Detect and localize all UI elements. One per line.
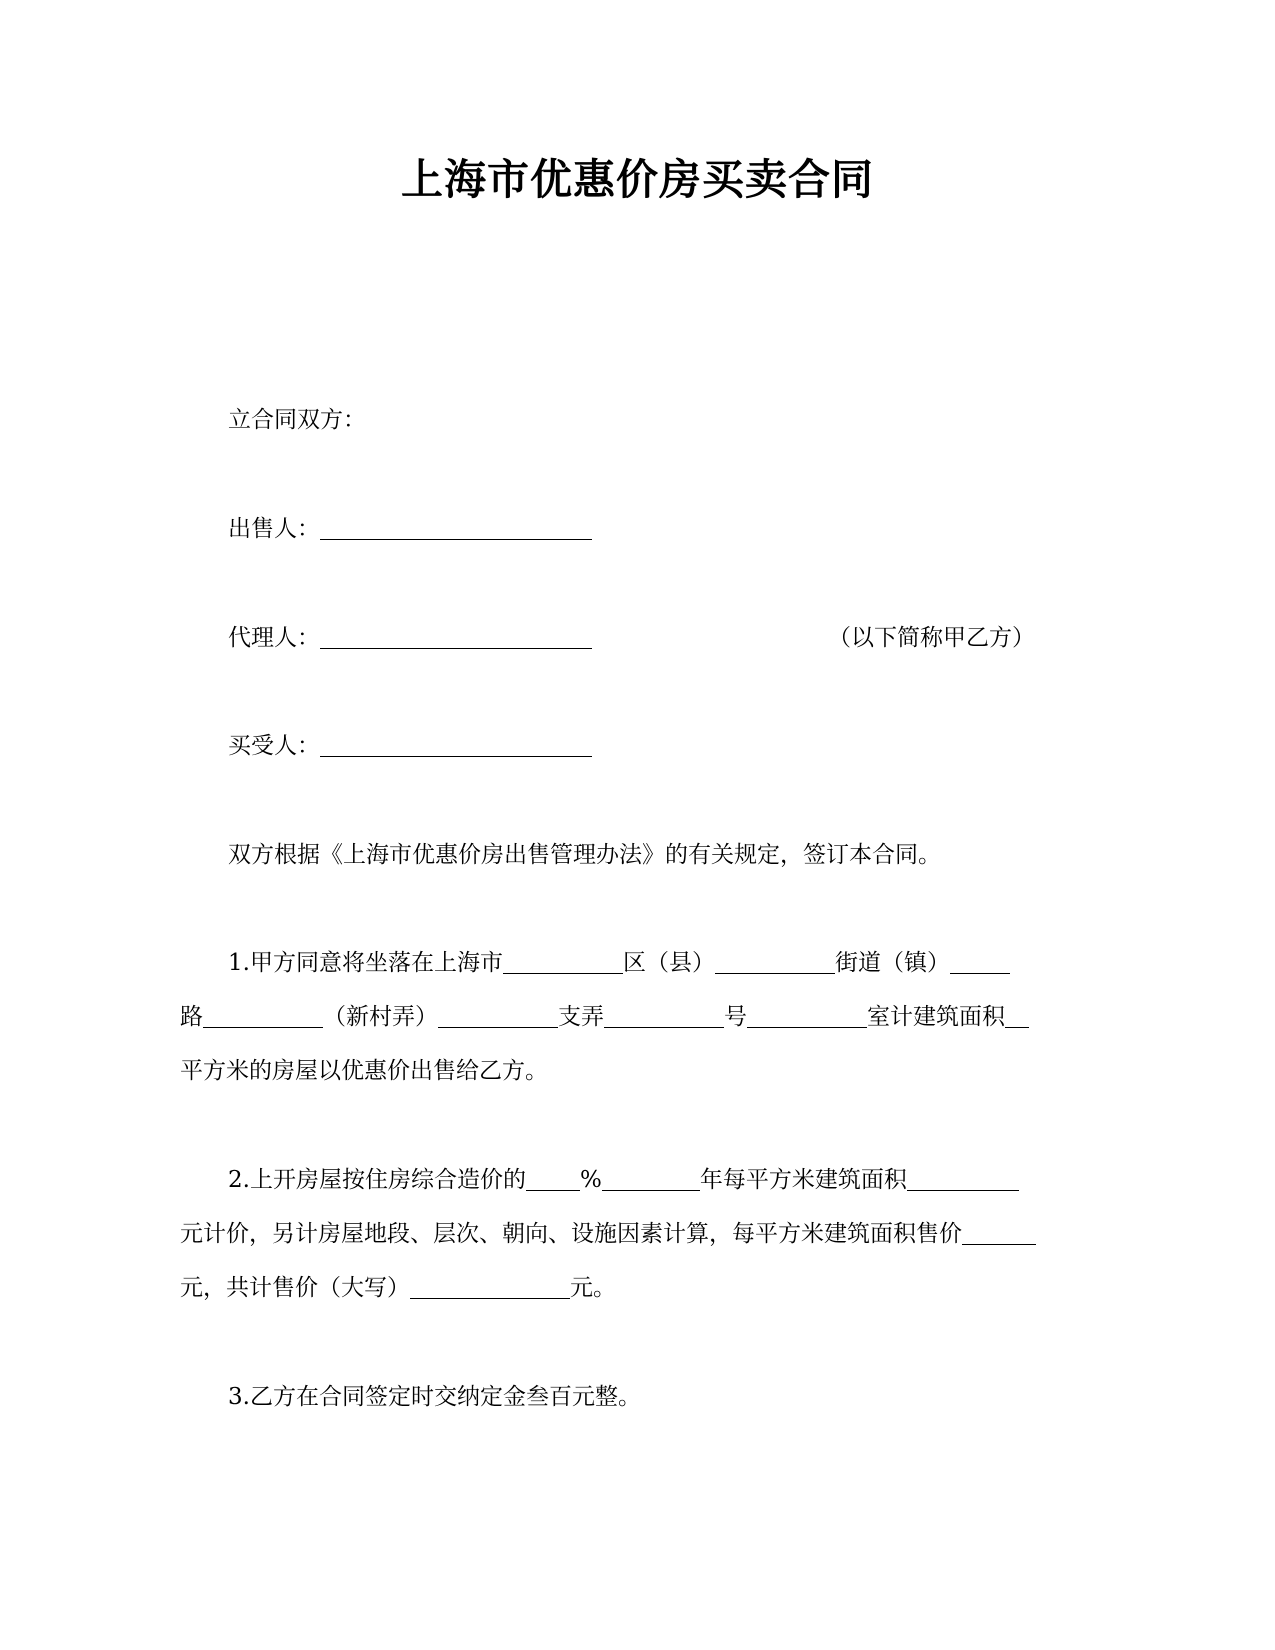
district-blank[interactable] bbox=[503, 949, 623, 974]
page-title: 上海市优惠价房买卖合同 bbox=[400, 155, 874, 204]
clause1-text-a: 1.甲方同意将坐落在上海市 bbox=[228, 950, 503, 976]
total-price-blank[interactable] bbox=[410, 1274, 570, 1299]
unit-price-blank[interactable] bbox=[962, 1220, 1036, 1245]
agent-blank[interactable] bbox=[320, 624, 592, 649]
road-blank[interactable] bbox=[950, 949, 1010, 974]
clause2-text-a: 2.上开房屋按住房综合造价的 bbox=[228, 1167, 526, 1193]
number-blank[interactable] bbox=[604, 1003, 724, 1028]
clause2-line2 bbox=[180, 1218, 1036, 1250]
clause1-text-d: 路 bbox=[180, 1004, 203, 1030]
seller-line bbox=[228, 513, 592, 545]
clause1-text-c: 街道（镇） bbox=[834, 950, 950, 976]
sub-lane-blank[interactable] bbox=[438, 1003, 558, 1028]
clause2-text-f: 元。 bbox=[570, 1275, 616, 1301]
buyer-blank[interactable] bbox=[320, 732, 592, 757]
clause1-text-e: （新村弄） bbox=[323, 1004, 438, 1030]
clause1-line1 bbox=[228, 947, 1010, 979]
clause1-line3: 平方米的房屋以优惠价出售给乙方。 bbox=[180, 1058, 548, 1084]
clause1-text-b: 区（县） bbox=[622, 950, 715, 976]
clause3-text: 3.乙方在合同签定时交纳定金叁百元整。 bbox=[228, 1384, 641, 1410]
clause2-text-e: 元，共计售价（大写） bbox=[180, 1275, 410, 1301]
clause2-text-c: 年每平方米建筑面积 bbox=[699, 1167, 907, 1193]
clause2-line3 bbox=[180, 1272, 616, 1304]
agent-label: 代理人： bbox=[228, 625, 320, 651]
buyer-label: 买受人： bbox=[228, 733, 320, 759]
clause1-line2 bbox=[180, 1001, 1029, 1033]
parties-heading: 立合同双方： bbox=[228, 407, 366, 433]
room-blank[interactable] bbox=[747, 1003, 867, 1028]
clause1-text-h: 室计建筑面积 bbox=[867, 1004, 1005, 1030]
clause2-text-d: 元计价，另计房屋地段、层次、朝向、设施因素计算，每平方米建筑面积售价 bbox=[180, 1221, 962, 1247]
year-blank[interactable] bbox=[602, 1166, 700, 1191]
clause1-text-g: 号 bbox=[724, 1004, 747, 1030]
base-price-blank[interactable] bbox=[907, 1166, 1019, 1191]
agent-line bbox=[228, 622, 592, 654]
intro-text: 双方根据《上海市优惠价房出售管理办法》的有关规定，签订本合同。 bbox=[228, 842, 941, 868]
seller-label: 出售人： bbox=[228, 516, 320, 542]
street-blank[interactable] bbox=[715, 949, 835, 974]
clause2-text-b: % bbox=[579, 1167, 602, 1193]
lane-blank[interactable] bbox=[203, 1003, 323, 1028]
buyer-line bbox=[228, 730, 592, 762]
clause1-text-f: 支弄 bbox=[558, 1004, 604, 1030]
clause2-line1 bbox=[228, 1164, 1019, 1196]
percent-blank[interactable] bbox=[526, 1166, 580, 1191]
seller-blank[interactable] bbox=[320, 515, 592, 540]
area-blank[interactable] bbox=[1005, 1003, 1029, 1028]
abbrev-note: （以下简称甲乙方） bbox=[828, 625, 1035, 651]
